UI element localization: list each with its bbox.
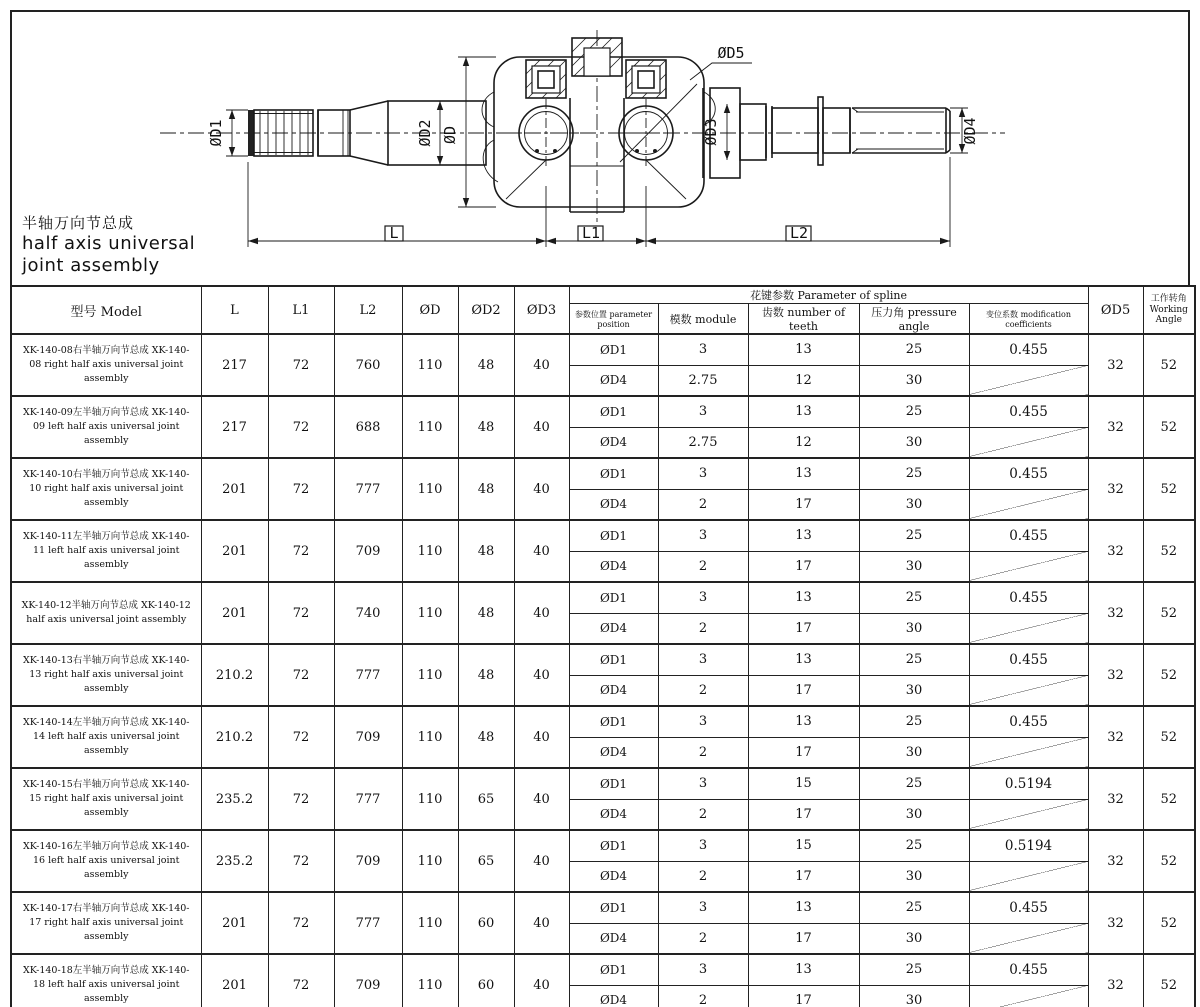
teeth-cell: 17 <box>748 799 859 830</box>
working-angle-cell: 52 <box>1143 830 1195 892</box>
dim-d5 <box>690 44 752 80</box>
spline-position-cell: ØD4 <box>569 737 658 768</box>
header-dD2: ØD2 <box>458 286 514 334</box>
module-cell: 3 <box>658 706 748 737</box>
spline-position-cell: ØD4 <box>569 799 658 830</box>
mod-coeff-cell <box>969 551 1088 582</box>
model-row <box>11 706 1195 737</box>
mod-coeff-cell: 0.455 <box>969 954 1088 985</box>
mod-coeff-cell <box>969 737 1088 768</box>
spline-position-cell: ØD4 <box>569 985 658 1007</box>
module-cell: 3 <box>658 458 748 489</box>
d3-cell: 40 <box>514 582 569 644</box>
d2-cell: 48 <box>458 520 514 582</box>
header-L2: L2 <box>334 286 402 334</box>
l2-cell: 709 <box>334 520 402 582</box>
module-cell: 2 <box>658 489 748 520</box>
l1-cell: 72 <box>268 520 334 582</box>
d2-cell: 48 <box>458 644 514 706</box>
d-cell: 110 <box>402 334 458 396</box>
d-cell: 110 <box>402 768 458 830</box>
module-cell: 3 <box>658 954 748 985</box>
working-angle-cell: 52 <box>1143 768 1195 830</box>
spline-position-cell: ØD1 <box>569 892 658 923</box>
model-row <box>11 768 1195 799</box>
l-cell: 217 <box>201 396 268 458</box>
d-cell: 110 <box>402 830 458 892</box>
mod-coeff-cell: 0.455 <box>969 520 1088 551</box>
spline-position-cell: ØD4 <box>569 427 658 458</box>
mod-coeff-cell <box>969 427 1088 458</box>
model-cell: XK-140-09左半轴万向节总成 XK-140-09 left half axis universal joint assembly <box>11 396 201 458</box>
module-cell: 3 <box>658 396 748 427</box>
model-cell: XK-140-18左半轴万向节总成 XK-140-18 left half axis universal joint assembly <box>11 954 201 1007</box>
spline-position-cell: ØD1 <box>569 520 658 551</box>
teeth-cell: 15 <box>748 830 859 861</box>
teeth-cell: 12 <box>748 427 859 458</box>
l-cell: 201 <box>201 954 268 1007</box>
teeth-cell: 13 <box>748 334 859 365</box>
header-spline-group: 花键参数 Parameter of spline <box>569 286 1088 304</box>
l1-cell: 72 <box>268 768 334 830</box>
l-cell: 201 <box>201 458 268 520</box>
l1-cell: 72 <box>268 644 334 706</box>
l2-cell: 709 <box>334 954 402 1007</box>
d2-cell: 48 <box>458 706 514 768</box>
working-angle-cell: 52 <box>1143 458 1195 520</box>
l1-cell: 72 <box>268 706 334 768</box>
part-name-cn: 半轴万向节总成 <box>22 214 135 232</box>
label-d2: ØD2 <box>416 119 434 147</box>
header-model: 型号 Model <box>11 286 201 334</box>
pressure-angle-cell: 30 <box>859 427 969 458</box>
pressure-angle-cell: 25 <box>859 892 969 923</box>
model-cell: XK-140-16左半轴万向节总成 XK-140-16 left half axis universal joint assembly <box>11 830 201 892</box>
module-cell: 3 <box>658 520 748 551</box>
teeth-cell: 17 <box>748 675 859 706</box>
d-cell: 110 <box>402 706 458 768</box>
spline-position-cell: ØD4 <box>569 489 658 520</box>
working-angle-cell: 52 <box>1143 644 1195 706</box>
model-cell: XK-140-15右半轴万向节总成 XK-140-15 right half axis universal joint assembly <box>11 768 201 830</box>
right-bearing-cap <box>626 60 666 98</box>
header-L: L <box>201 286 268 334</box>
header-mod-coeff: 变位系数 modification coefficients <box>969 304 1088 335</box>
l2-cell: 777 <box>334 644 402 706</box>
pressure-angle-cell: 30 <box>859 861 969 892</box>
teeth-cell: 13 <box>748 892 859 923</box>
label-L1: L1 <box>581 224 601 242</box>
d3-cell: 40 <box>514 954 569 1007</box>
d3-cell: 40 <box>514 644 569 706</box>
module-cell: 2.75 <box>658 427 748 458</box>
pressure-angle-cell: 25 <box>859 830 969 861</box>
module-cell: 2 <box>658 737 748 768</box>
teeth-cell: 13 <box>748 396 859 427</box>
module-cell: 2 <box>658 613 748 644</box>
label-d: ØD <box>441 125 459 145</box>
teeth-cell: 13 <box>748 954 859 985</box>
l2-cell: 740 <box>334 582 402 644</box>
model-cell: XK-140-17右半轴万向节总成 XK-140-17 right half axis universal joint assembly <box>11 892 201 954</box>
model-row <box>11 954 1195 985</box>
working-angle-cell: 52 <box>1143 892 1195 954</box>
module-cell: 2.75 <box>658 365 748 396</box>
d5-cell: 32 <box>1088 892 1143 954</box>
d5-cell: 32 <box>1088 768 1143 830</box>
spline-position-cell: ØD1 <box>569 830 658 861</box>
pressure-angle-cell: 30 <box>859 551 969 582</box>
pressure-angle-cell: 25 <box>859 396 969 427</box>
part-name-en-line1: half axis universal <box>22 232 196 254</box>
header-dD3: ØD3 <box>514 286 569 334</box>
mod-coeff-cell: 0.455 <box>969 644 1088 675</box>
pressure-angle-cell: 30 <box>859 365 969 396</box>
module-cell: 3 <box>658 644 748 675</box>
teeth-cell: 17 <box>748 489 859 520</box>
header-dD: ØD <box>402 286 458 334</box>
mod-coeff-cell: 0.455 <box>969 458 1088 489</box>
module-cell: 3 <box>658 830 748 861</box>
pressure-angle-cell: 25 <box>859 644 969 675</box>
module-cell: 2 <box>658 861 748 892</box>
module-cell: 3 <box>658 768 748 799</box>
dim-d2 <box>416 101 443 165</box>
model-row <box>11 892 1195 923</box>
header-pressure-angle: 压力角 pressure angle <box>859 304 969 335</box>
header-working-angle: 工作转角 Working Angle <box>1143 286 1195 334</box>
teeth-cell: 17 <box>748 923 859 954</box>
model-cell: XK-140-12半轴万向节总成 XK-140-12 half axis universal joint assembly <box>11 582 201 644</box>
dim-d3 <box>702 104 730 160</box>
d3-cell: 40 <box>514 520 569 582</box>
joint-housing <box>482 38 715 212</box>
mod-coeff-cell <box>969 365 1088 396</box>
pressure-angle-cell: 25 <box>859 706 969 737</box>
d-cell: 110 <box>402 396 458 458</box>
d3-cell: 40 <box>514 706 569 768</box>
d3-cell: 40 <box>514 768 569 830</box>
teeth-cell: 13 <box>748 582 859 613</box>
pressure-angle-cell: 25 <box>859 768 969 799</box>
mod-coeff-cell <box>969 613 1088 644</box>
pressure-angle-cell: 30 <box>859 799 969 830</box>
mod-coeff-cell: 0.455 <box>969 396 1088 427</box>
l2-cell: 709 <box>334 706 402 768</box>
d2-cell: 65 <box>458 768 514 830</box>
teeth-cell: 17 <box>748 861 859 892</box>
model-cell: XK-140-08右半轴万向节总成 XK-140-08 right half axis universal joint assembly <box>11 334 201 396</box>
l2-cell: 709 <box>334 830 402 892</box>
spline-position-cell: ØD4 <box>569 613 658 644</box>
teeth-cell: 12 <box>748 365 859 396</box>
l1-cell: 72 <box>268 396 334 458</box>
spline-position-cell: ØD4 <box>569 923 658 954</box>
mod-coeff-cell: 0.455 <box>969 892 1088 923</box>
mod-coeff-cell <box>969 923 1088 954</box>
model-row <box>11 830 1195 861</box>
l2-cell: 777 <box>334 892 402 954</box>
pressure-angle-cell: 30 <box>859 737 969 768</box>
d3-cell: 40 <box>514 334 569 396</box>
l-cell: 201 <box>201 520 268 582</box>
d3-cell: 40 <box>514 830 569 892</box>
d5-cell: 32 <box>1088 458 1143 520</box>
d-cell: 110 <box>402 458 458 520</box>
module-cell: 2 <box>658 675 748 706</box>
d2-cell: 48 <box>458 582 514 644</box>
d5-cell: 32 <box>1088 954 1143 1007</box>
l2-cell: 777 <box>334 458 402 520</box>
d2-cell: 48 <box>458 334 514 396</box>
model-cell: XK-140-13右半轴万向节总成 XK-140-13 right half axis universal joint assembly <box>11 644 201 706</box>
teeth-cell: 17 <box>748 985 859 1007</box>
working-angle-cell: 52 <box>1143 520 1195 582</box>
spline-position-cell: ØD1 <box>569 334 658 365</box>
l2-cell: 777 <box>334 768 402 830</box>
teeth-cell: 17 <box>748 613 859 644</box>
working-angle-cell: 52 <box>1143 334 1195 396</box>
l1-cell: 72 <box>268 458 334 520</box>
model-row <box>11 644 1195 675</box>
title-block <box>22 214 195 278</box>
mod-coeff-cell: 0.455 <box>969 582 1088 613</box>
header-L1: L1 <box>268 286 334 334</box>
l1-cell: 72 <box>268 954 334 1007</box>
mod-coeff-cell <box>969 861 1088 892</box>
d2-cell: 65 <box>458 830 514 892</box>
mod-coeff-cell <box>969 675 1088 706</box>
dim-d4 <box>950 108 979 153</box>
label-L2: L2 <box>789 224 809 242</box>
pressure-angle-cell: 30 <box>859 489 969 520</box>
model-row <box>11 334 1195 365</box>
l-cell: 210.2 <box>201 644 268 706</box>
mod-coeff-cell <box>969 489 1088 520</box>
teeth-cell: 17 <box>748 737 859 768</box>
spline-position-cell: ØD1 <box>569 458 658 489</box>
module-cell: 2 <box>658 551 748 582</box>
pressure-angle-cell: 30 <box>859 985 969 1007</box>
model-row <box>11 582 1195 613</box>
model-cell: XK-140-10右半轴万向节总成 XK-140-10 right half axis universal joint assembly <box>11 458 201 520</box>
model-row <box>11 520 1195 551</box>
d-cell: 110 <box>402 582 458 644</box>
part-name-en-line2: joint assembly <box>22 255 160 277</box>
working-angle-cell: 52 <box>1143 706 1195 768</box>
l1-cell: 72 <box>268 334 334 396</box>
pressure-angle-cell: 25 <box>859 334 969 365</box>
d5-cell: 32 <box>1088 830 1143 892</box>
pressure-angle-cell: 30 <box>859 613 969 644</box>
module-cell: 2 <box>658 985 748 1007</box>
label-d5: ØD5 <box>717 44 745 62</box>
pressure-angle-cell: 25 <box>859 458 969 489</box>
mod-coeff-cell <box>969 799 1088 830</box>
d5-cell: 32 <box>1088 644 1143 706</box>
l1-cell: 72 <box>268 892 334 954</box>
mod-coeff-cell: 0.5194 <box>969 768 1088 799</box>
label-d3: ØD3 <box>702 118 720 146</box>
model-row <box>11 458 1195 489</box>
left-bearing-cap <box>526 60 566 98</box>
label-d1: ØD1 <box>207 119 225 147</box>
teeth-cell: 13 <box>748 644 859 675</box>
module-cell: 2 <box>658 799 748 830</box>
dim-d <box>441 57 496 207</box>
l2-cell: 760 <box>334 334 402 396</box>
spline-position-cell: ØD4 <box>569 861 658 892</box>
working-angle-cell: 52 <box>1143 954 1195 1007</box>
mod-coeff-cell: 0.5194 <box>969 830 1088 861</box>
spline-position-cell: ØD1 <box>569 706 658 737</box>
d5-cell: 32 <box>1088 520 1143 582</box>
l-cell: 217 <box>201 334 268 396</box>
l-cell: 201 <box>201 892 268 954</box>
l-cell: 210.2 <box>201 706 268 768</box>
d2-cell: 48 <box>458 458 514 520</box>
d5-cell: 32 <box>1088 706 1143 768</box>
pressure-angle-cell: 30 <box>859 675 969 706</box>
teeth-cell: 13 <box>748 458 859 489</box>
model-cell: XK-140-11左半轴万向节总成 XK-140-11 left half axis universal joint assembly <box>11 520 201 582</box>
d-cell: 110 <box>402 644 458 706</box>
mod-coeff-cell: 0.455 <box>969 706 1088 737</box>
model-cell: XK-140-14左半轴万向节总成 XK-140-14 left half axis universal joint assembly <box>11 706 201 768</box>
d3-cell: 40 <box>514 892 569 954</box>
teeth-cell: 17 <box>748 551 859 582</box>
working-angle-cell: 52 <box>1143 582 1195 644</box>
d2-cell: 48 <box>458 396 514 458</box>
d3-cell: 40 <box>514 396 569 458</box>
l-cell: 235.2 <box>201 830 268 892</box>
d2-cell: 60 <box>458 954 514 1007</box>
spline-position-cell: ØD4 <box>569 675 658 706</box>
spline-position-cell: ØD1 <box>569 768 658 799</box>
header-teeth: 齿数 number of teeth <box>748 304 859 335</box>
teeth-cell: 13 <box>748 706 859 737</box>
d3-cell: 40 <box>514 458 569 520</box>
mod-coeff-cell: 0.455 <box>969 334 1088 365</box>
d-cell: 110 <box>402 892 458 954</box>
spline-position-cell: ØD1 <box>569 954 658 985</box>
teeth-cell: 15 <box>748 768 859 799</box>
d5-cell: 32 <box>1088 396 1143 458</box>
pressure-angle-cell: 25 <box>859 954 969 985</box>
d-cell: 110 <box>402 954 458 1007</box>
l1-cell: 72 <box>268 582 334 644</box>
l2-cell: 688 <box>334 396 402 458</box>
header-module: 模数 module <box>658 304 748 335</box>
teeth-cell: 13 <box>748 520 859 551</box>
pressure-angle-cell: 25 <box>859 520 969 551</box>
module-cell: 3 <box>658 892 748 923</box>
d5-cell: 32 <box>1088 334 1143 396</box>
d-cell: 110 <box>402 520 458 582</box>
spline-position-cell: ØD1 <box>569 396 658 427</box>
header-param-position: 参数位置 parameter position <box>569 304 658 335</box>
module-cell: 2 <box>658 923 748 954</box>
model-row <box>11 396 1195 427</box>
label-d4: ØD4 <box>961 117 979 145</box>
d2-cell: 60 <box>458 892 514 954</box>
spec-table <box>10 285 1196 1007</box>
pressure-angle-cell: 25 <box>859 582 969 613</box>
d5-cell: 32 <box>1088 582 1143 644</box>
spline-position-cell: ØD4 <box>569 365 658 396</box>
mod-coeff-cell <box>969 985 1088 1007</box>
label-L: L <box>389 224 399 242</box>
dim-lengths <box>248 157 950 247</box>
header-dD5: ØD5 <box>1088 286 1143 334</box>
module-cell: 3 <box>658 334 748 365</box>
l-cell: 235.2 <box>201 768 268 830</box>
spline-position-cell: ØD4 <box>569 551 658 582</box>
working-angle-cell: 52 <box>1143 396 1195 458</box>
module-cell: 3 <box>658 582 748 613</box>
pressure-angle-cell: 30 <box>859 923 969 954</box>
l1-cell: 72 <box>268 830 334 892</box>
spline-position-cell: ØD1 <box>569 582 658 613</box>
spline-position-cell: ØD1 <box>569 644 658 675</box>
l-cell: 201 <box>201 582 268 644</box>
